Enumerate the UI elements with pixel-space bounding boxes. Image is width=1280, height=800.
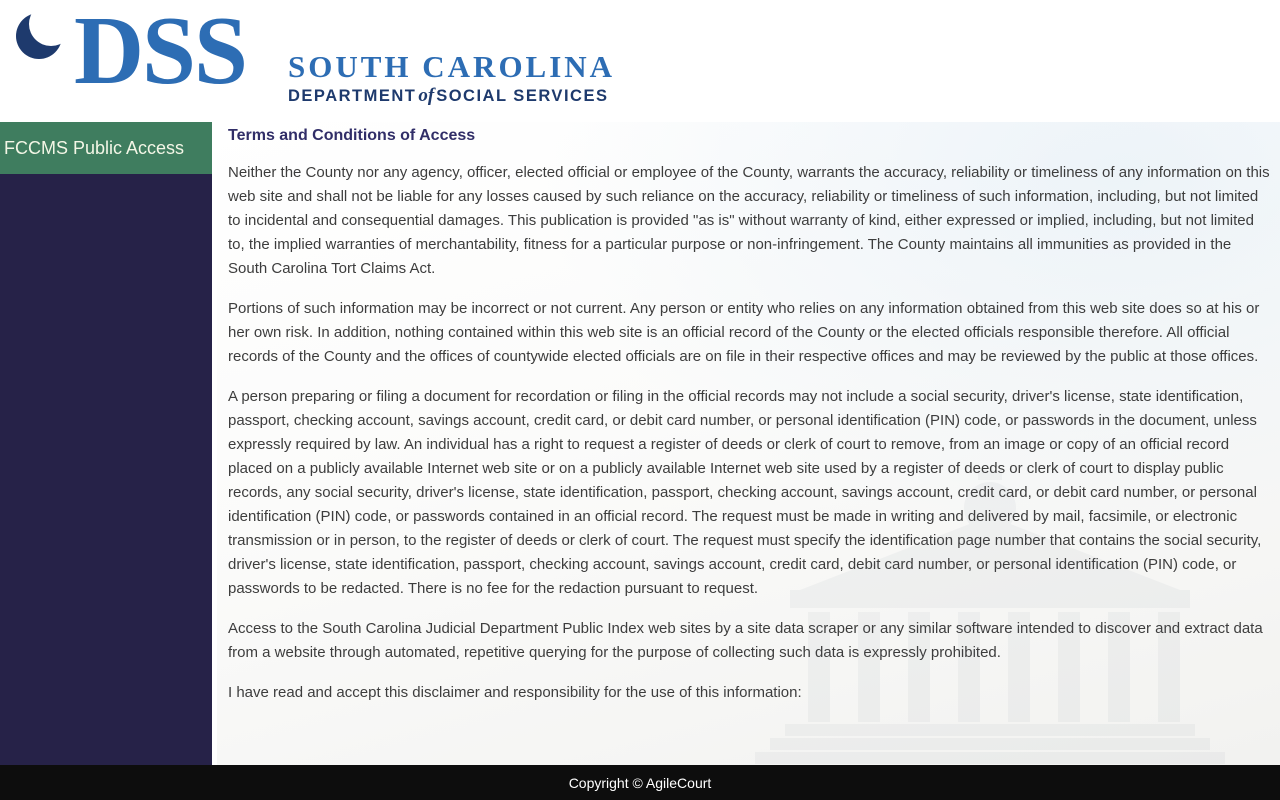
footer (0, 765, 1280, 800)
disclaimer-paragraph-1: Neither the County nor any agency, officer, elected official or employee of the County, warrants the accuracy, reliability or timeliness of any information on this web site and shall not be liable for any losses caused by such reliance on the accuracy, reliability or timeliness of such information, including, but not limited to incidental and consequential damages. This publication is provided "as is" without warranty of kind, either expressed or implied, including, but not limited to, the implied warranties of merchantability, fitness for a particular purpose or non-infringement. The County maintains all immunities as provided in the South Carolina Tort Claims Act. (228, 164, 1270, 277)
department-line (288, 85, 615, 107)
disclaimer-paragraph-3: A person preparing or filing a document for recordation or filing in the official records may not include a social security, driver's license, state identification, passport, checking account, savings account, credit card, or debit card number, or personal identification (PIN) code, or passwords in the document, unless expressly required by law. An individual has a right to request a register of deeds or clerk of court to remove, from an image or copy of an official record placed on a publicly available Internet web site or on a publicly available Internet web site used by a register of deeds or clerk of court to display public records, any social security, driver's license, state identification, passport, checking account, savings account, credit card, or debit card number, or personal identification (PIN) code, or passwords contained in an official record. The request must be made in writing and delivered by mail, facsimile, or electronic transmission or in person, to the register of deeds or clerk of court. The request must specify the identification page number that contains the social security, driver's license, state identification, passport, checking account, savings account, credit card, debit card number, or personal identification (PIN) code, or passwords to be redacted. There is no fee for the redaction pursuant to request. (228, 388, 1262, 597)
body-row (0, 122, 1280, 765)
dept-word-post: SOCIAL SERVICES (436, 87, 609, 105)
dept-word-pre: DEPARTMENT (288, 87, 417, 105)
crescent-moon-icon (16, 5, 64, 68)
sidebar-item-fccms-public-access[interactable]: FCCMS Public Access (0, 122, 212, 174)
accept-statement: I have read and accept this disclaimer and responsibility for the use of this information: (228, 684, 802, 701)
dss-acronym-text: DSS (74, 0, 246, 104)
sidebar (0, 122, 212, 765)
main-content (212, 122, 1280, 765)
page-title: Terms and Conditions of Access (228, 127, 476, 144)
disclaimer-paragraph-2: Portions of such information may be incorrect or not current. Any person or entity who relies on any information obtained from this web site does so at his or her own risk. In addition, nothing contained within this web site is an official record of the County or the elected officials responsible therefore. All official records of the County and the offices of countywide elected officials are on file in their respective offices and may be reviewed by the public at those offices. (228, 300, 1260, 365)
logo-wordmark (288, 49, 616, 107)
dept-word-of: of (418, 85, 435, 106)
disclaimer-paragraph-4: Access to the South Carolina Judicial Department Public Index web sites by a site data scraper or any similar software intended to discover and extract data from a website through automated, repetitive querying for the purpose of collecting such data is expressly prohibited. (228, 620, 1263, 661)
site-header (0, 0, 1280, 122)
state-name-text: SOUTH CAROLINA (288, 49, 616, 84)
copyright-text: Copyright © AgileCourt (568, 774, 712, 791)
